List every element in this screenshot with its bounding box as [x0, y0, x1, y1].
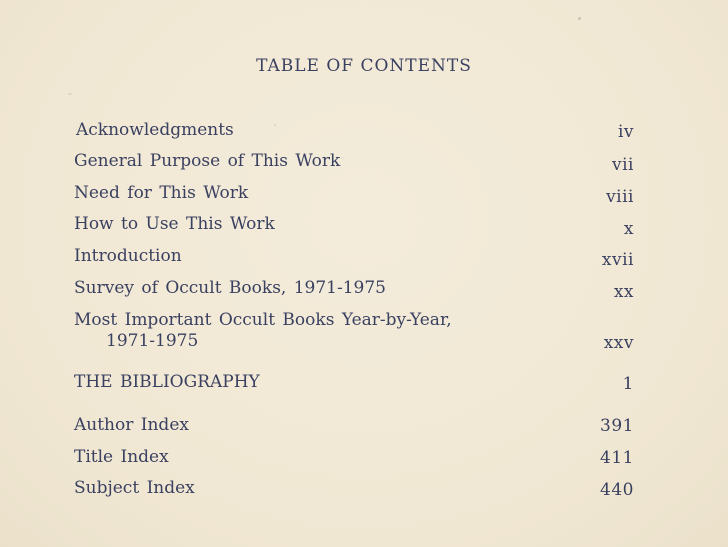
paper-speck — [274, 124, 276, 126]
toc-entry-title: Subject Index — [74, 478, 195, 498]
paper-speck — [68, 93, 72, 95]
paper-speck — [578, 17, 581, 20]
toc-entry-page: iv — [617, 122, 634, 142]
toc-entry-title-continuation: 1971-1975 — [106, 331, 199, 351]
toc-entry-page: 391 — [600, 416, 634, 436]
toc-entry-page: 411 — [600, 448, 634, 468]
toc-entry-page: xx — [613, 282, 634, 302]
toc-entry-page: x — [623, 219, 634, 239]
toc-entry-page: viii — [606, 187, 634, 207]
toc-entry — [74, 310, 634, 354]
page-title: TABLE OF CONTENTS — [256, 56, 472, 76]
toc-entry-page: xxv — [603, 333, 634, 353]
toc-entry-page: 1 — [622, 374, 634, 394]
toc-entry-page: vii — [612, 155, 634, 175]
toc-entry-title: THE BIBLIOGRAPHY — [74, 372, 260, 392]
toc-entry-title: Most Important Occult Books Year-by-Year, — [74, 310, 452, 330]
toc-entry-title: General Purpose of This Work — [74, 151, 341, 171]
toc-entry-title: Author Index — [74, 415, 189, 435]
toc-entry-title: How to Use This Work — [74, 214, 275, 234]
toc-entry-title: Need for This Work — [74, 183, 249, 203]
toc-entry-title: Introduction — [74, 246, 182, 266]
toc-entry-title: Survey of Occult Books, 1971-1975 — [74, 278, 386, 298]
toc-entry-page: 440 — [600, 480, 634, 500]
toc-entry-page: xvii — [601, 250, 634, 270]
toc-entry-title: Title Index — [74, 447, 169, 467]
toc-entry-title: Acknowledgments — [76, 120, 234, 140]
